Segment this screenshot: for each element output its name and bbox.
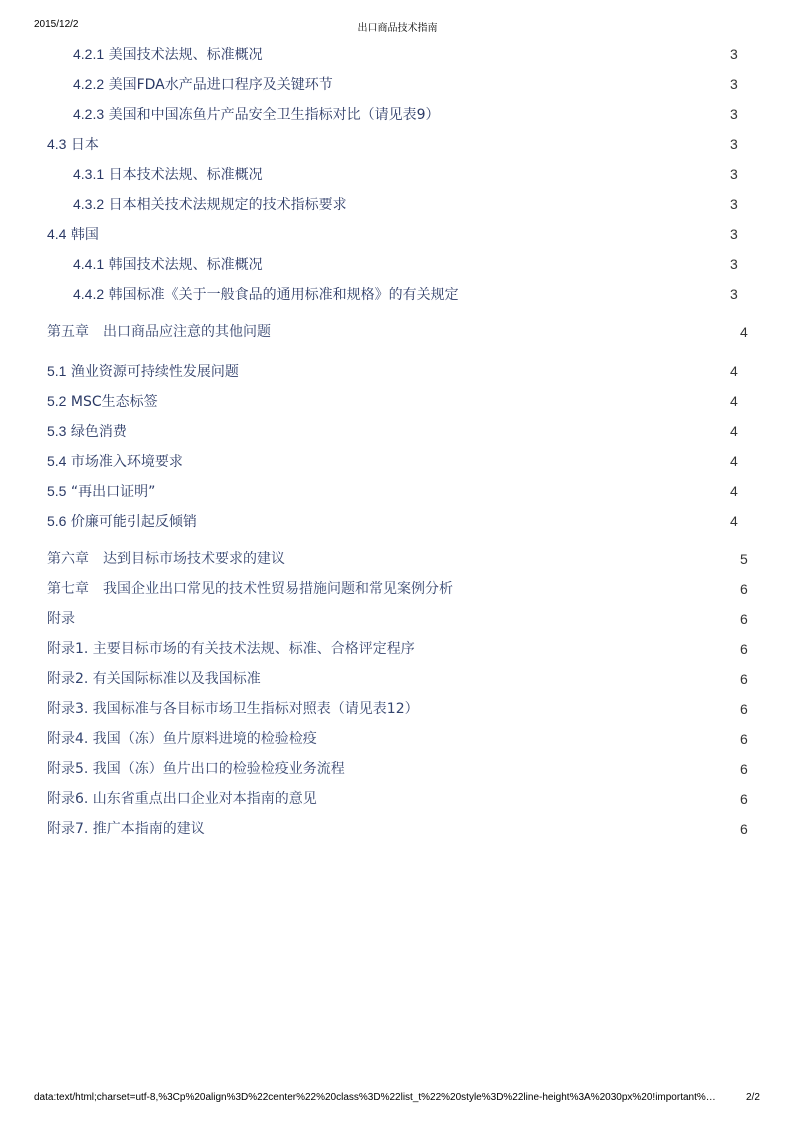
toc-entry-page: 3 [730,46,738,62]
toc-appendix[interactable] [47,669,748,689]
toc-entry[interactable] [73,74,738,94]
toc-entry-page: 4 [730,393,738,409]
toc-entry[interactable] [47,391,738,411]
toc-entry-title: 美国和中国冻鱼片产品安全卫生指标对比（请见表9） [108,107,440,123]
toc-entry[interactable] [73,104,738,124]
toc-entry-number: 5.6 [47,513,67,529]
toc-entry[interactable] [47,134,738,154]
toc-entry-number: 4.3 [47,136,67,152]
toc-entry-page: 3 [730,226,738,242]
page-indicator: 2/2 [746,1092,760,1103]
toc-entry-title: 日本 [70,137,99,153]
toc-entry-number: 4.4.1 [73,256,105,272]
toc-chapter-title: 第六章 达到目标市场技术要求的建议 [47,551,285,567]
toc-entry-page: 6 [740,641,748,657]
toc-entry-number: 4.4.2 [73,286,105,302]
toc-appendix-title: 附录4. 我国（冻）鱼片原料进境的检验检疫 [47,731,317,747]
toc-entry-title: MSC生态标签 [70,394,158,410]
toc-entry-page: 4 [730,513,738,529]
toc-chapter[interactable] [47,549,748,569]
toc-chapter-title: 第五章 出口商品应注意的其他问题 [47,324,271,340]
toc-entry-page: 3 [730,256,738,272]
toc-entry-title: 韩国标准《关于一般食品的通用标准和规格》的有关规定 [108,287,459,303]
toc-entry-title: 价廉可能引起反倾销 [70,514,197,530]
toc-entry-page: 6 [740,671,748,687]
toc-entry-number: 4.4 [47,226,67,242]
toc-entry-page: 6 [740,701,748,717]
toc-entry-title: 日本相关技术法规规定的技术指标要求 [108,197,347,213]
toc-entry-title: 市场准入环境要求 [70,454,183,470]
toc-entry-number: 5.2 [47,393,67,409]
toc-appendix[interactable] [47,819,748,839]
toc-entry-number: 4.3.2 [73,196,105,212]
toc-entry-title: 美国技术法规、标准概况 [108,47,263,63]
toc-entry-page: 6 [740,761,748,777]
toc-entry-number: 4.3.1 [73,166,105,182]
toc-entry-page: 6 [740,581,748,597]
toc-entry[interactable] [73,164,738,184]
toc-entry[interactable] [47,361,738,381]
toc-entry-title: 渔业资源可持续性发展问题 [70,364,239,380]
toc-entry-page: 4 [730,453,738,469]
toc-entry-page: 5 [740,551,748,567]
toc-entry-title: 美国FDA水产品进口程序及关键环节 [108,77,333,93]
toc-appendix[interactable] [47,729,748,749]
toc-entry[interactable] [47,481,738,501]
toc-entry-page: 6 [740,611,748,627]
toc-entry-page: 3 [730,166,738,182]
toc-entry[interactable] [73,44,738,64]
toc-appendix-title: 附录6. 山东省重点出口企业对本指南的意见 [47,791,317,807]
toc-entry-page: 3 [730,286,738,302]
toc-chapter[interactable] [47,579,748,599]
toc-entry-page: 3 [730,76,738,92]
toc-entry-page: 4 [730,423,738,439]
toc-appendix-title: 附录2. 有关国际标准以及我国标准 [47,671,261,687]
toc-appendix[interactable] [47,759,748,779]
document-title: 出口商品技术指南 [357,23,438,34]
toc-entry[interactable] [73,254,738,274]
toc-entry-number: 5.5 [47,483,67,499]
toc-entry-title: 日本技术法规、标准概况 [108,167,263,183]
toc-chapter-title: 第七章 我国企业出口常见的技术性贸易措施问题和常见案例分析 [47,581,453,597]
toc-entry[interactable] [47,224,738,244]
toc-entry-number: 4.2.1 [73,46,105,62]
toc-appendix[interactable] [47,609,748,629]
toc-entry-title: “再出口证明” [70,484,156,500]
toc-entry[interactable] [73,194,738,214]
toc-appendix-title: 附录7. 推广本指南的建议 [47,821,205,837]
toc-entry-page: 6 [740,731,748,747]
toc-entry-page: 3 [730,106,738,122]
toc-appendix[interactable] [47,639,748,659]
toc-chapter[interactable] [47,322,748,342]
toc-entry-page: 4 [740,324,748,340]
toc-appendix-title: 附录3. 我国标准与各目标市场卫生指标对照表（请见表12） [47,701,419,717]
toc-appendix-title: 附录5. 我国（冻）鱼片出口的检验检疫业务流程 [47,761,345,777]
toc-entry-page: 6 [740,791,748,807]
toc-entry-number: 5.3 [47,423,67,439]
toc-entry-number: 4.2.3 [73,106,105,122]
toc-entry[interactable] [47,511,738,531]
toc-entry-number: 5.4 [47,453,67,469]
toc-entry-page: 6 [740,821,748,837]
toc-entry[interactable] [73,284,738,304]
toc-entry-page: 4 [730,363,738,379]
toc-entry-title: 绿色消费 [70,424,127,440]
toc-entry[interactable] [47,451,738,471]
source-url: data:text/html;charset=utf-8,%3Cp%20align%3D%22center%22%20class%3D%22list_t%22%20style%3D%22line-height%3A%2030px%20!important%… [34,1092,716,1103]
toc-entry-page: 3 [730,196,738,212]
print-date: 2015/12/2 [34,19,79,30]
toc-entry[interactable] [47,421,738,441]
toc-entry-page: 4 [730,483,738,499]
toc-entry-title: 韩国技术法规、标准概况 [108,257,263,273]
toc-entry-page: 3 [730,136,738,152]
toc-entry-number: 4.2.2 [73,76,105,92]
toc-appendix-title: 附录 [47,611,75,627]
toc-entry-title: 韩国 [70,227,99,243]
toc-appendix[interactable] [47,789,748,809]
toc-appendix-title: 附录1. 主要目标市场的有关技术法规、标准、合格评定程序 [47,641,415,657]
toc-entry-number: 5.1 [47,363,67,379]
toc-appendix[interactable] [47,699,748,719]
